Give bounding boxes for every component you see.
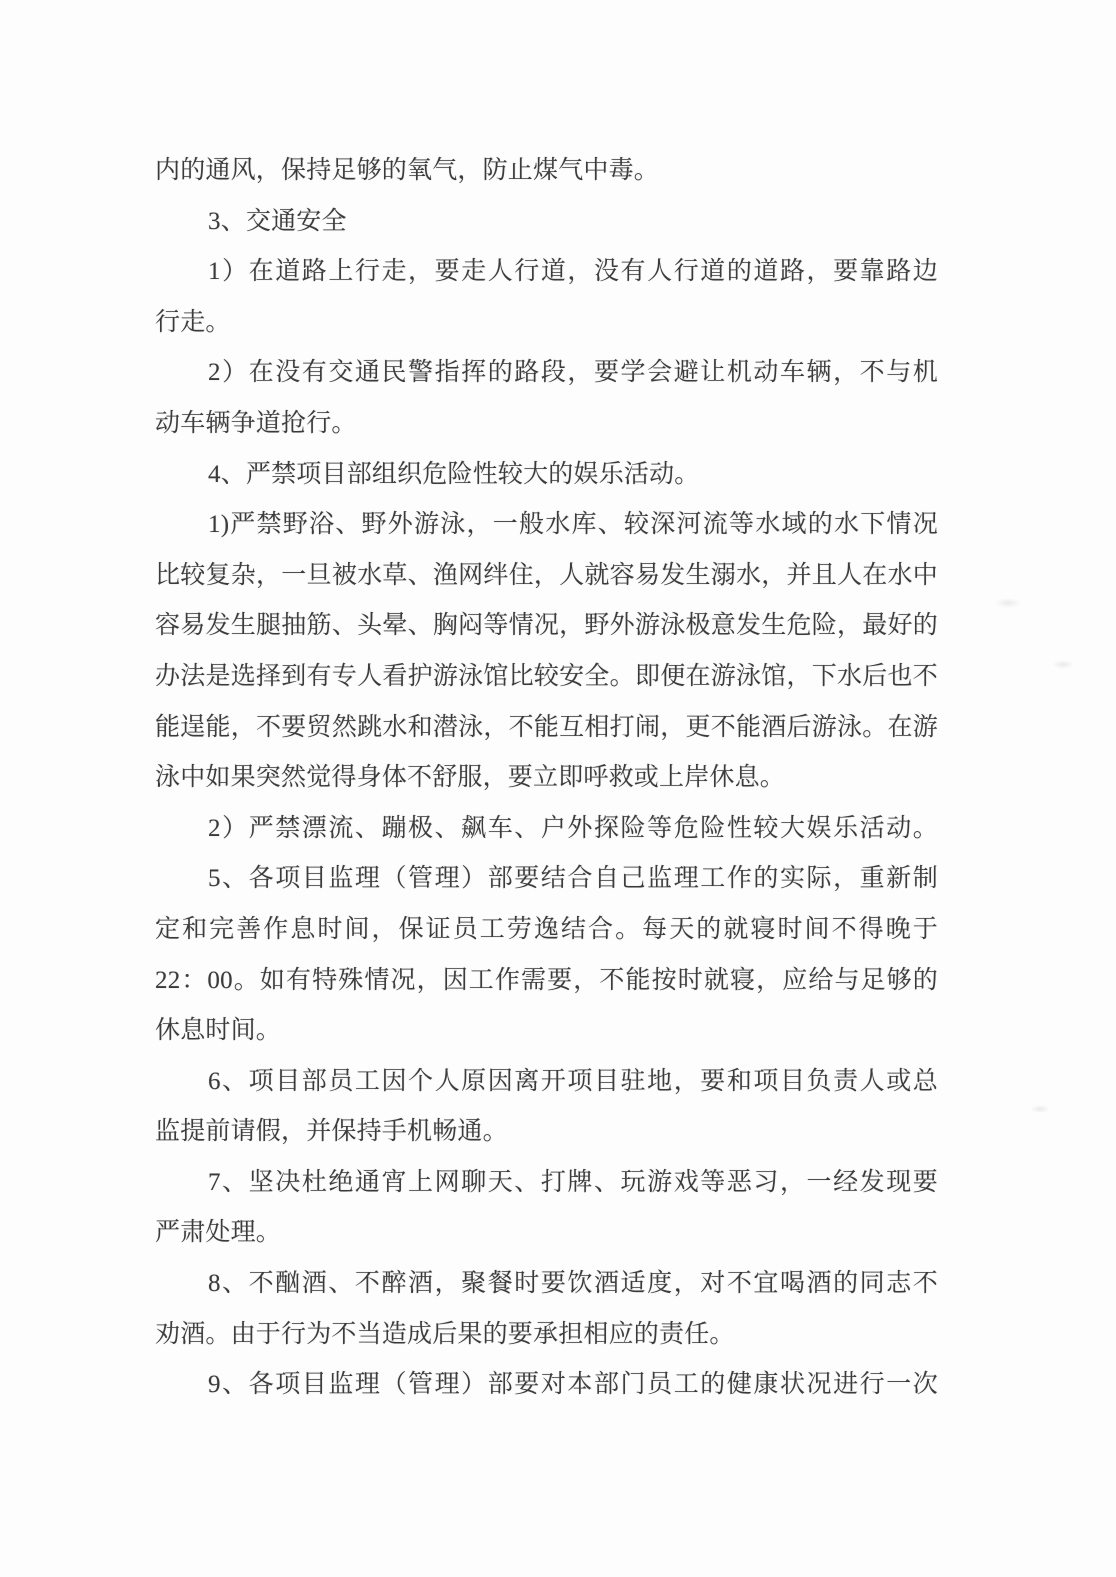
text-line: 监提前请假，并保持手机畅通。 xyxy=(155,1118,508,1146)
text-line: 严肃处理。 xyxy=(155,1219,282,1247)
text-line: 3、交通安全 xyxy=(208,207,347,235)
text-line: 容易发生腿抽筋、头晕、胸闷等情况，野外游泳极意发生危险，最好的 xyxy=(155,612,938,640)
text-line: 2）严禁漂流、蹦极、飙车、户外探险等危险性较大娱乐活动。 xyxy=(208,814,938,842)
text-line: 劝酒。由于行为不当造成后果的要承担相应的责任。 xyxy=(155,1320,735,1348)
text-line: 5、各项目监理（管理）部要结合自己监理工作的实际，重新制 xyxy=(208,865,938,893)
text-line: 9、各项目监理（管理）部要对本部门员工的健康状况进行一次 xyxy=(208,1371,938,1399)
text-line: 1）在道路上行走，要走人行道，没有人行道的道路，要靠路边 xyxy=(208,258,938,286)
document-text-block xyxy=(155,146,938,1411)
text-line: 定和完善作息时间，保证员工劳逸结合。每天的就寝时间不得晚于 xyxy=(155,915,938,943)
text-line: 泳中如果突然觉得身体不舒服，要立即呼救或上岸休息。 xyxy=(155,764,786,792)
scan-smudge xyxy=(1030,1105,1050,1113)
text-line: 能逞能，不要贸然跳水和潜泳，不能互相打闹，更不能酒后游泳。在游 xyxy=(155,713,938,741)
text-line: 2）在没有交通民警指挥的路段，要学会避让机动车辆，不与机 xyxy=(208,359,938,387)
text-line: 内的通风，保持足够的氧气，防止煤气中毒。 xyxy=(155,157,660,184)
text-line: 休息时间。 xyxy=(155,1017,282,1045)
text-line: 4、严禁项目部组织危险性较大的娱乐活动。 xyxy=(208,460,700,488)
scan-smudge xyxy=(1052,660,1074,669)
text-line: 22：00。如有特殊情况，因工作需要，不能按时就寝，应给与足够的 xyxy=(155,966,938,994)
text-line: 6、项目部员工因个人原因离开项目驻地，要和项目负责人或总 xyxy=(208,1067,938,1095)
text-line: 8、不酗酒、不醉酒，聚餐时要饮酒适度，对不宜喝酒的同志不 xyxy=(208,1270,938,1298)
scan-smudge xyxy=(995,598,1021,608)
text-line: 动车辆争道抢行。 xyxy=(155,409,357,437)
text-line: 7、坚决杜绝通宵上网聊天、打牌、玩游戏等恶习，一经发现要 xyxy=(208,1168,938,1196)
text-line: 比较复杂，一旦被水草、渔网绊住，人就容易发生溺水，并且人在水中 xyxy=(155,561,938,589)
text-line: 1)严禁野浴、野外游泳，一般水库、较深河流等水域的水下情况 xyxy=(208,511,938,539)
text-line: 行走。 xyxy=(155,308,231,336)
text-line: 办法是选择到有专人看护游泳馆比较安全。即便在游泳馆，下水后也不 xyxy=(155,662,938,690)
